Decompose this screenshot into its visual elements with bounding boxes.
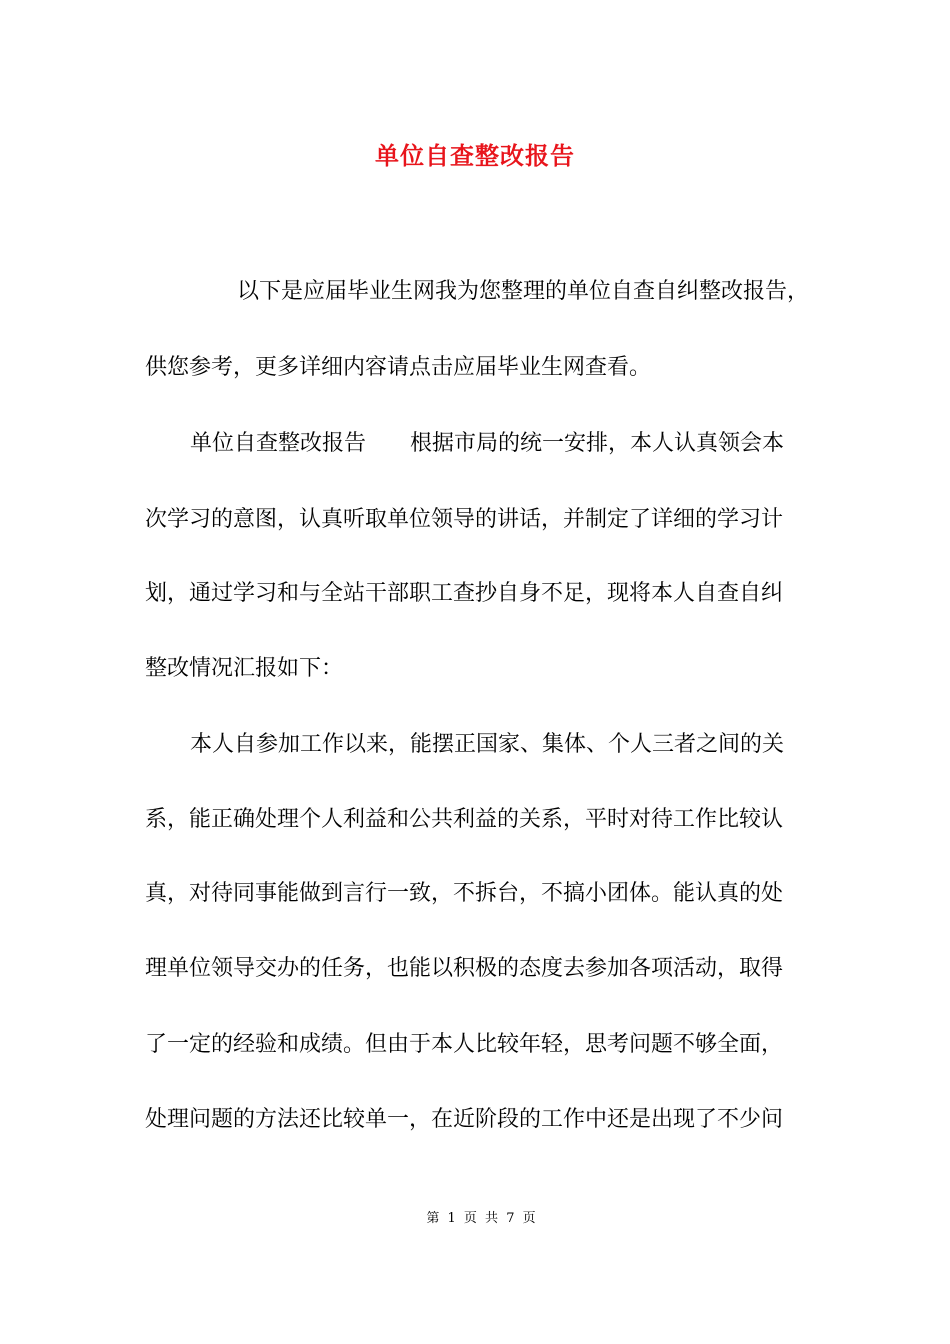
body-line-3: 单位自查整改报告 根据市局的统一安排，本人认真领会本	[190, 431, 785, 456]
document-title: 单位自查整改报告	[375, 141, 575, 170]
body-line-2: 供您参考，更多详细内容请点击应届毕业生网查看。	[145, 355, 652, 380]
body-line-4: 次学习的意图，认真听取单位领导的讲话，并制定了详细的学习计	[145, 507, 784, 532]
body-line-12: 处理问题的方法还比较单一，在近阶段的工作中还是出现了不少问	[145, 1107, 784, 1132]
body-line-7: 本人自参加工作以来，能摆正国家、集体、个人三者之间的关	[190, 732, 785, 757]
body-line-9: 真，对待同事能做到言行一致，不拆台，不搞小团体。能认真的处	[145, 881, 784, 906]
body-line-11: 了一定的经验和成绩。但由于本人比较年轻，思考问题不够全面，	[145, 1032, 784, 1057]
body-line-1: 以下是应届毕业生网我为您整理的单位自查自纠整改报告，	[237, 279, 810, 304]
body-line-8: 系，能正确处理个人利益和公共利益的关系，平时对待工作比较认	[145, 807, 784, 832]
body-line-5: 划，通过学习和与全站干部职工查抄自身不足，现将本人自查自纠	[145, 581, 784, 606]
body-line-6: 整改情况汇报如下：	[145, 656, 344, 681]
body-line-10: 理单位领导交办的任务，也能以积极的态度去参加各项活动，取得	[145, 956, 784, 981]
page-number-footer: 第 1 页 共 7 页	[426, 1211, 538, 1226]
